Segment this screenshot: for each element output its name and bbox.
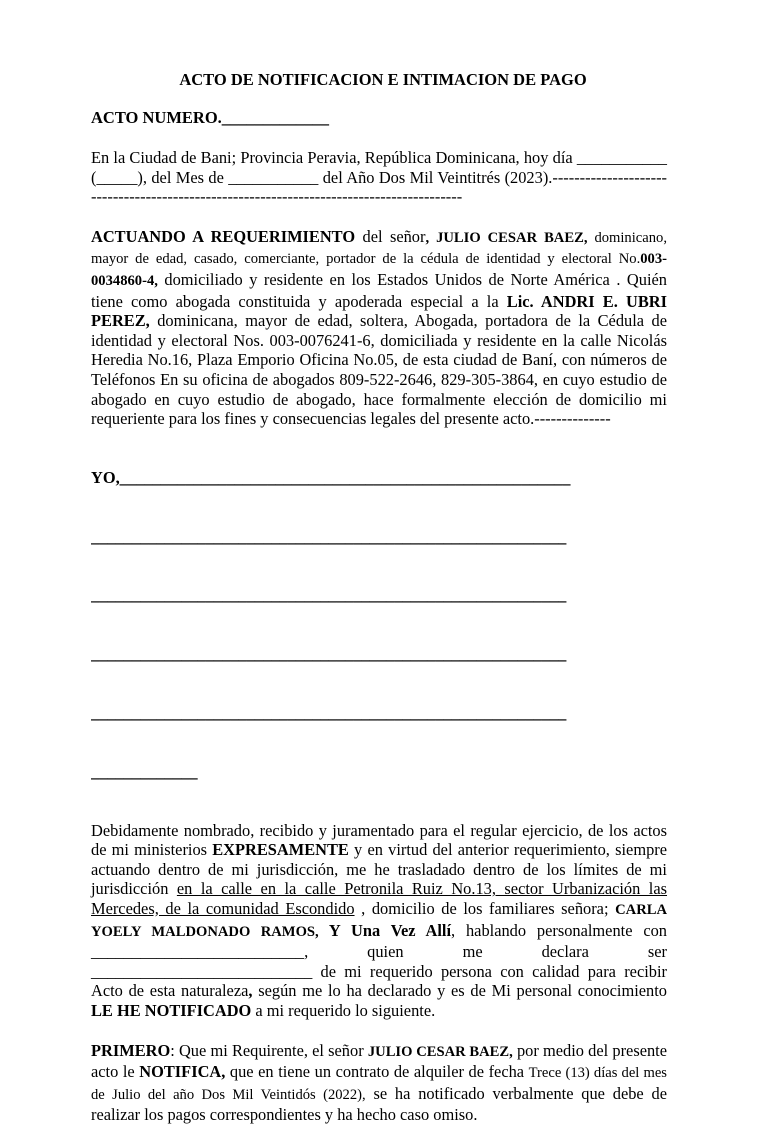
text-segment: se ha notificado verbalmente que debe de realizar los pagos correspondientes y ha hecho caso omiso. — [91, 1083, 667, 1125]
requerimiento-paragraph — [91, 227, 667, 429]
acto-numero: ACTO NUMERO._____________ — [91, 108, 330, 127]
text-segment: a mi requerido lo siguiente. — [251, 1000, 436, 1020]
text-segment: Trece (13) días del mes de Julio del año Dos Mil Veintidós (2022), — [91, 1065, 667, 1103]
comma-text: , — [248, 981, 253, 1001]
intro-paragraph: En la Ciudad de Bani; Provincia Peravia, República Dominicana, hoy día ___________ (_____), del Mes de ___________ del Año Dos Mil Veintitrés (2023).----------------------------------------------------------------------------------------- — [91, 148, 667, 207]
text-segment: y en virtud del anterior requerimiento, siempre actuando dentro de mi jurisdicción, me he trasladado dentro de los límites de mi jurisdicción — [91, 840, 667, 899]
blank-line: __________________________________________________________ — [91, 526, 567, 546]
text-segment: dominicano, mayor de edad, casado, comerciante, portador de la cédula de identidad y electoral No. — [91, 229, 667, 268]
requerimiento-lead: ACTUANDO A REQUERIMIENTO — [91, 226, 356, 246]
notificado-text: LE HE NOTIFICADO — [91, 1000, 252, 1020]
debidamente-paragraph — [91, 821, 667, 1021]
spacer — [91, 207, 667, 227]
requirente-name: , JULIO CESAR BAEZ, — [425, 229, 588, 246]
document-title: ACTO DE NOTIFICACION E INTIMACION DE PAGO — [179, 70, 587, 89]
text-segment: dominicana, mayor de edad, soltera, Abogada, portadora de la Cédula de identidad y electoral Nos. 003-0076241-6, domiciliada y residente en la calle Nicolás Heredia No.16, Plaza Emporio Oficina No.05, de esta ciudad de Baní, con números de Teléfonos En su oficina de abogados 809-522-2646, 829-305-3864, en cuyo estudio de abogado en cuyo estudio de abogado, hace formalmente elección de domicilio mi requeriente para los fines y consecuencias legales del presente acto.-------------- — [91, 311, 667, 429]
abogada-name: Lic. ANDRI E. UBRI PEREZ, — [91, 291, 667, 331]
text-segment: por medio del presente acto le — [91, 1040, 667, 1082]
text-segment: : Que mi Requirente, el señor — [170, 1040, 368, 1060]
text-segment: , domicilio de los familiares señora; — [354, 898, 616, 918]
blank-line: _____________ — [91, 761, 198, 781]
primero-paragraph — [91, 1041, 667, 1125]
address-text: en la calle en la calle Petronila Ruiz No.13, sector Urbanización las Mercedes, de la comunidad Escondido — [91, 879, 668, 918]
blank-line: YO,_______________________________________________________ — [91, 467, 571, 487]
text-segment: Debidamente nombrado, recibido y juramentado para el regular ejercicio, de los actos de mi ministerios — [91, 820, 667, 860]
text-segment: según me lo ha declarado y es de Mi personal conocimiento — [252, 981, 667, 1001]
requirente-name: JULIO CESAR BAEZ, — [367, 1043, 513, 1060]
expresamente-text: EXPRESAMENTE — [212, 840, 349, 860]
cedula-number: 003-0034860-4, — [91, 251, 667, 289]
blank-line: __________________________________________________________ — [91, 585, 567, 605]
primero-label: PRIMERO — [91, 1040, 171, 1060]
carla-name: CARLA YOELY MALDONADO RAMOS, — [91, 901, 667, 940]
notifica-text: NOTIFICA, — [139, 1062, 226, 1082]
una-vez-text: Y Una Vez Allí — [318, 920, 452, 940]
text-segment: del señor — [355, 226, 426, 246]
text-segment: domiciliado y residente en los Estados Unidos de Norte América . Quién tiene como abogada constituida y apoderada especial a la — [91, 269, 667, 311]
text-segment: , hablando personalmente con __________________________, quien me declara ser ___________________________ de mi requerido persona con calidad para recibir Acto de esta naturaleza — [91, 920, 667, 1001]
alguacil-lines — [91, 429, 667, 821]
text-segment: que en tiene un contrato de alquiler de fecha — [225, 1062, 529, 1082]
blank-line: __________________________________________________________ — [91, 644, 567, 664]
blank-line: __________________________________________________________ — [91, 703, 567, 723]
